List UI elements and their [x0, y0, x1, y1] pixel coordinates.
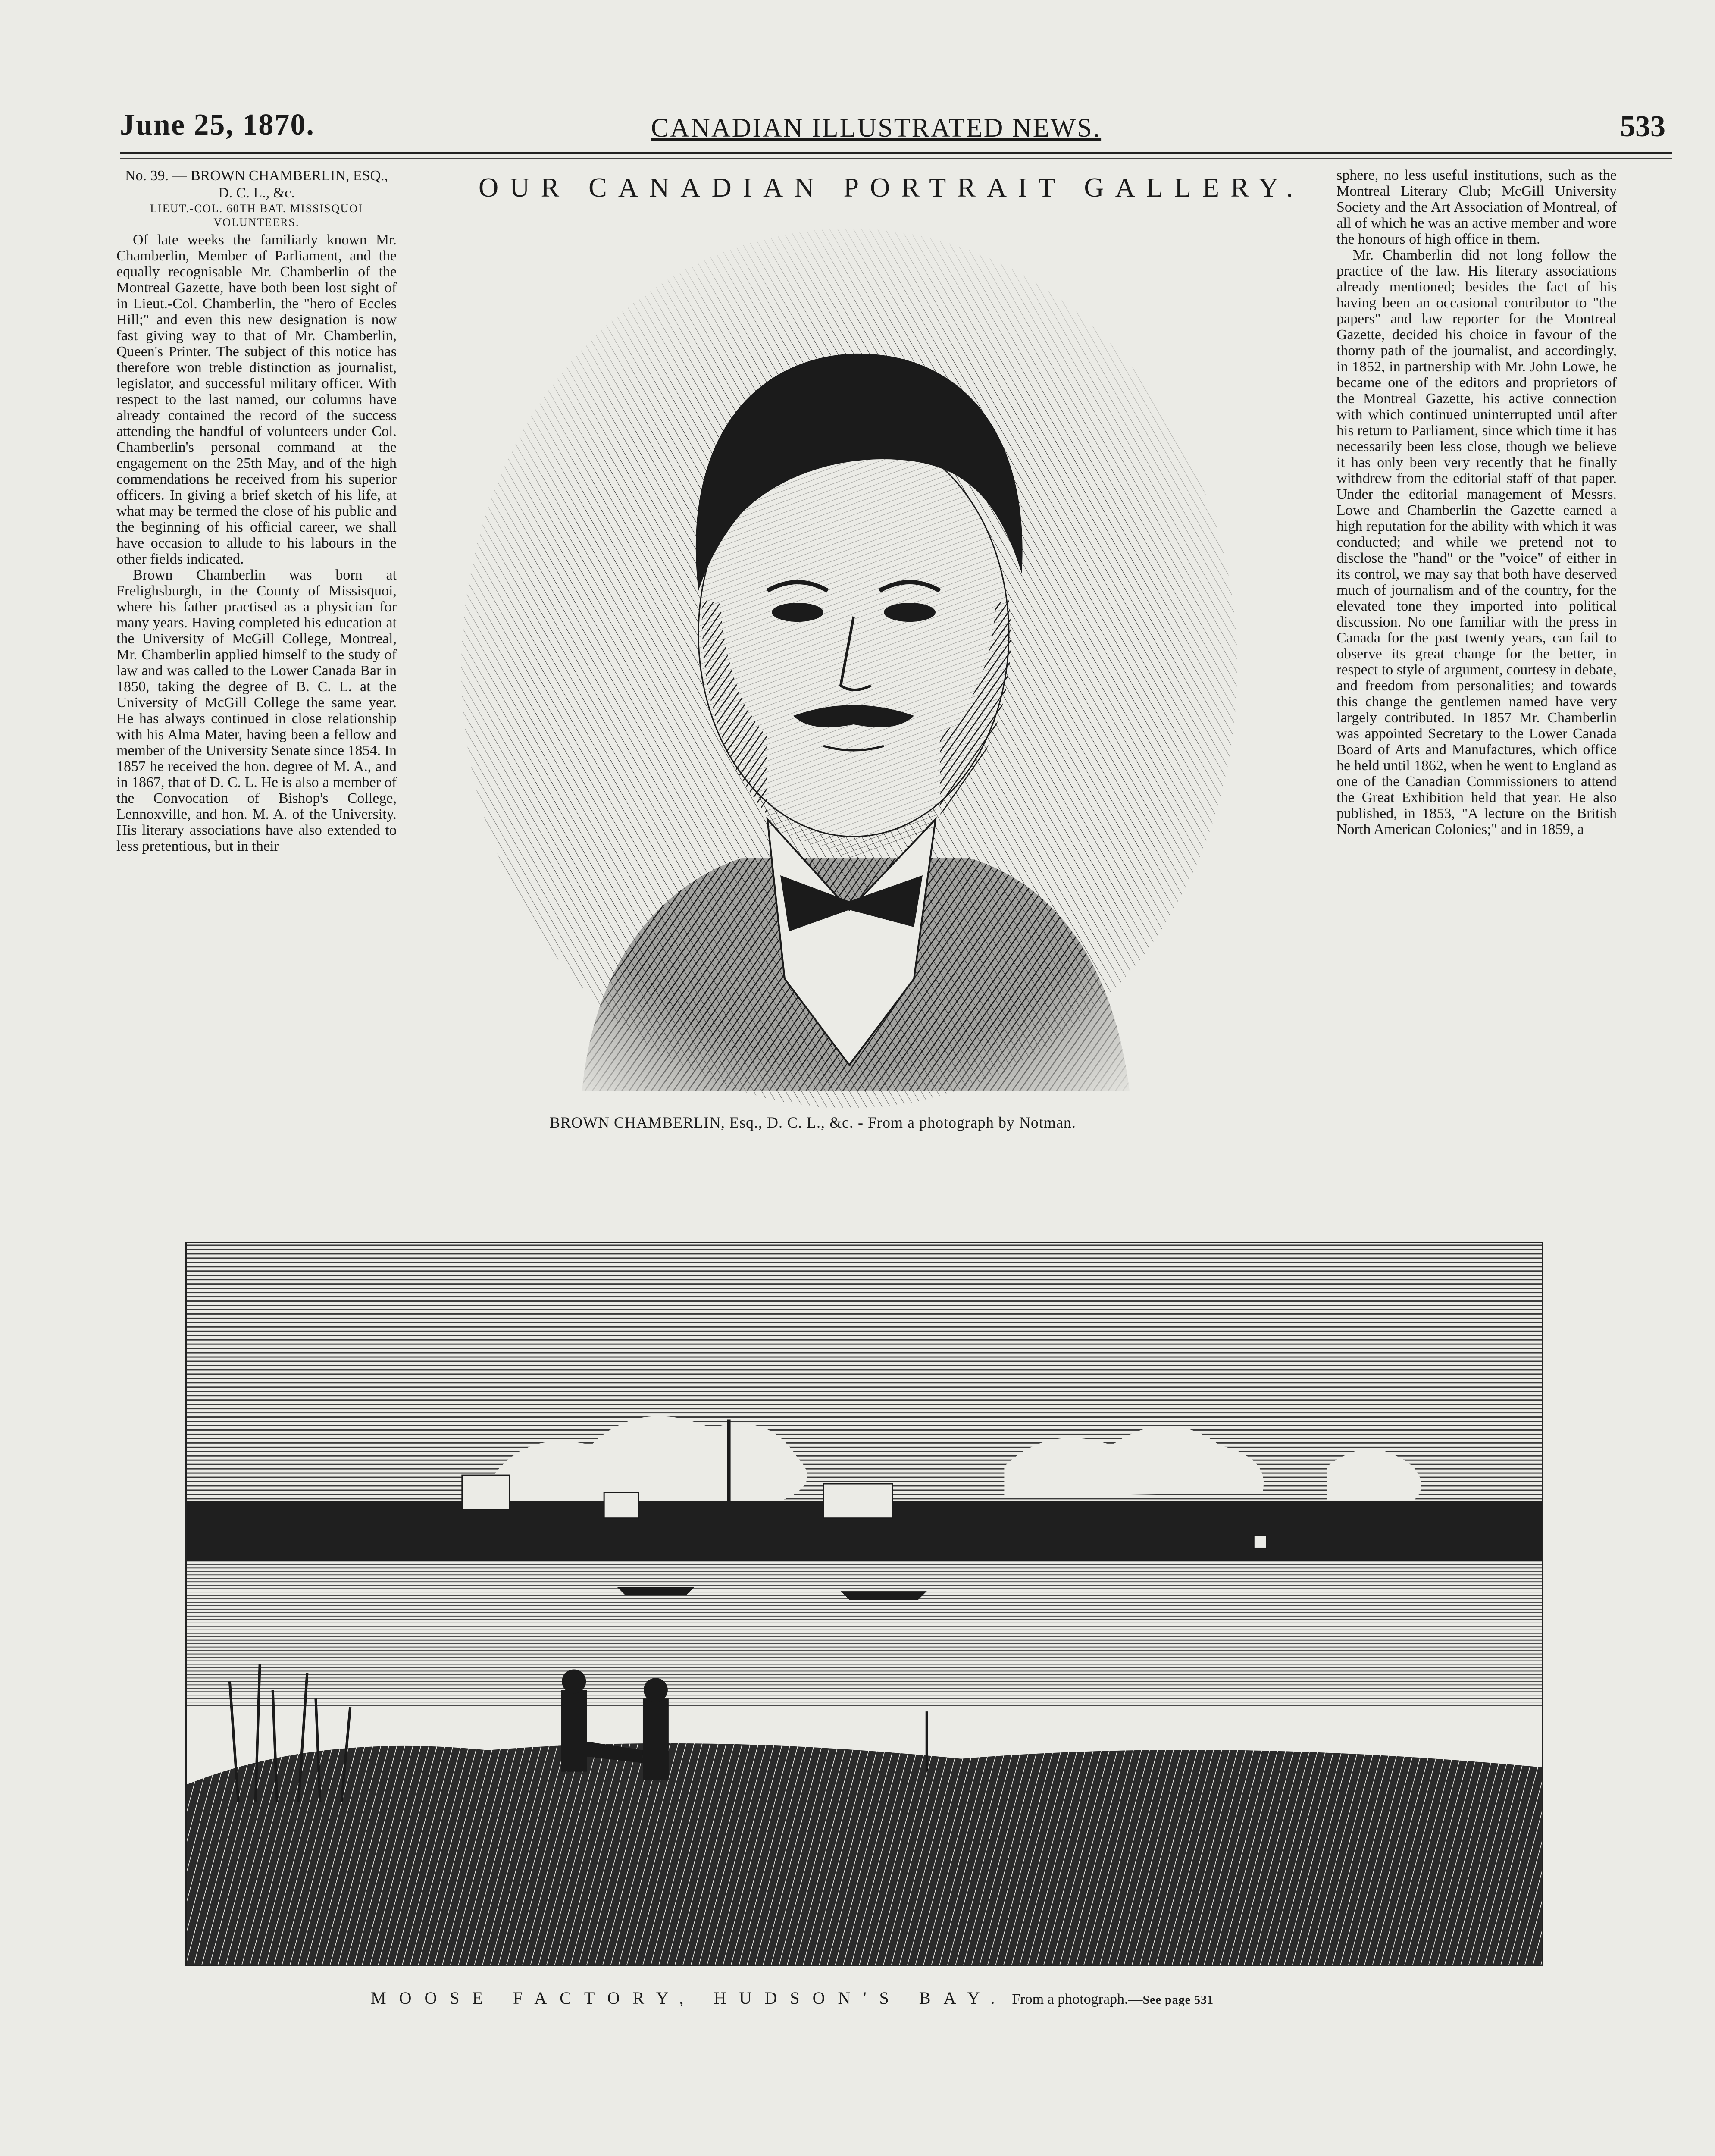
- portrait-caption: BROWN CHAMBERLIN, Esq., D. C. L., &c. - From a photograph by Notman.: [550, 1114, 1076, 1131]
- landscape-credit: From a photograph.—: [1012, 1991, 1143, 2007]
- building: [462, 1475, 510, 1510]
- boat: [617, 1587, 695, 1595]
- foreground-shore: [187, 1743, 1542, 1965]
- gallery-title: OUR CANADIAN PORTRAIT GALLERY.: [479, 172, 1305, 203]
- building: [1254, 1536, 1267, 1548]
- boat: [841, 1591, 927, 1600]
- landscape-caption: [371, 1988, 1214, 2008]
- portrait-engraving: [440, 203, 1259, 1125]
- header-rule: [120, 152, 1672, 154]
- left-article-column: [116, 167, 397, 854]
- see-page-reference: See page 531: [1142, 1993, 1214, 2007]
- building: [604, 1492, 638, 1518]
- article-paragraph: Mr. Chamberlin did not long follow the practice of the law. His literary associations already mentioned; besides the fact of his having been an occasional contributor to "the papers" and law reporter for the Montreal Gazette, decided his choice in favour of the thorny path of the journalist, and accordingly, in 1852, in partnership with Mr. John Lowe, he became one of the editors and proprietors of the Montreal Gazette, his active connection with which continued uninterrupted until after his return to Parliament, since which time it has necessarily been less close, though we believe it has only been very recently that he finally withdrew from the editorial staff of that paper. Under the editorial management of Messrs. Lowe and Chamberlin the Gazette earned a high reputation for the ability with which it was conducted; and while we pretend not to disclose the "hand" or the "voice" of either in its control, we may say that both have deserved much of journalism and of the country, for the elevated tone they imported into political discussion. No one familiar with the press in Canada for the past twenty years, can fail to observe its great change for the better, in respect to style of argument, courtesy in debate, and freedom from personalities; and towards this change the gentlemen named have very largely contributed. In 1857 Mr. Chamberlin was appointed Secretary to the Lower Canada Board of Arts and Manufactures, which office he held until 1862, when he went to England as one of the Canadian Commissioners to attend the Great Exhibition held that year. He also published, in 1853, "A lecture on the British North American Colonies;" and in 1859, a: [1336, 247, 1617, 837]
- header-rule-thin: [120, 158, 1672, 159]
- publication-title: CANADIAN ILLUSTRATED NEWS.: [651, 113, 1102, 143]
- landscape-engraving: [185, 1242, 1543, 1966]
- issue-date: June 25, 1870.: [120, 108, 315, 141]
- article-paragraph: Brown Chamberlin was born at Frelighsburgh, in the County of Missisquoi, where his father practised as a physician for many years. Having completed his education at the University of McGill College, Montreal, Mr. Chamberlin applied himself to the study of law and was called to the Lower Canada Bar in 1850, taking the degree of B. C. L. at the University of McGill College the same year. He has always continued in close relationship with his Alma Mater, having been a fellow and member of the University Senate since 1854. In 1857 he received the hon. degree of M. A., and in 1867, that of D. C. L. He is also a member of the Convocation of Bishop's College, Lennoxville, and hon. M. A. of the University. His literary associations have also extended to less pretentious, but in their: [116, 567, 397, 854]
- article-subheading: LIEUT.-COL. 60TH BAT. MISSISQUOI VOLUNTEERS.: [150, 202, 363, 229]
- building: [823, 1484, 892, 1518]
- water: [187, 1561, 1542, 1707]
- landscape-title: MOOSE FACTORY, HUDSON'S BAY.: [371, 1988, 1008, 2008]
- article-paragraph: sphere, no less useful institutions, such as the Montreal Literary Club; McGill University Society and the Art Association of Montreal, of all of which he was an active member and wore the honours of high office in them.: [1336, 167, 1617, 247]
- article-heading: No. 39. — BROWN CHAMBERLIN, ESQ., D. C. L., &c.: [125, 168, 388, 201]
- page-number: 533: [1620, 110, 1665, 143]
- article-paragraph: Of late weeks the familiarly known Mr. Chamberlin, Member of Parliament, and the equally recognisable Mr. Chamberlin of the Montreal Gazette, have both been lost sight of in Lieut.-Col. Chamberlin, the "hero of Eccles Hill;" and even this new designation is now fast giving way to that of Mr. Chamberlin, Queen's Printer. The subject of this notice has therefore won treble distinction as journalist, legislator, and successful military officer. With respect to the last named, our columns have already contained the record of the success attending the handful of volunteers under Col. Chamberlin's personal command at the engagement on the 25th May, and of the high commendations he received from his superior officers. In giving a brief sketch of his life, at what may be termed the close of his public and the beginning of his official career, we shall have occasion to allude to his labours in the other fields indicated.: [116, 232, 397, 567]
- right-article-column: [1336, 167, 1617, 837]
